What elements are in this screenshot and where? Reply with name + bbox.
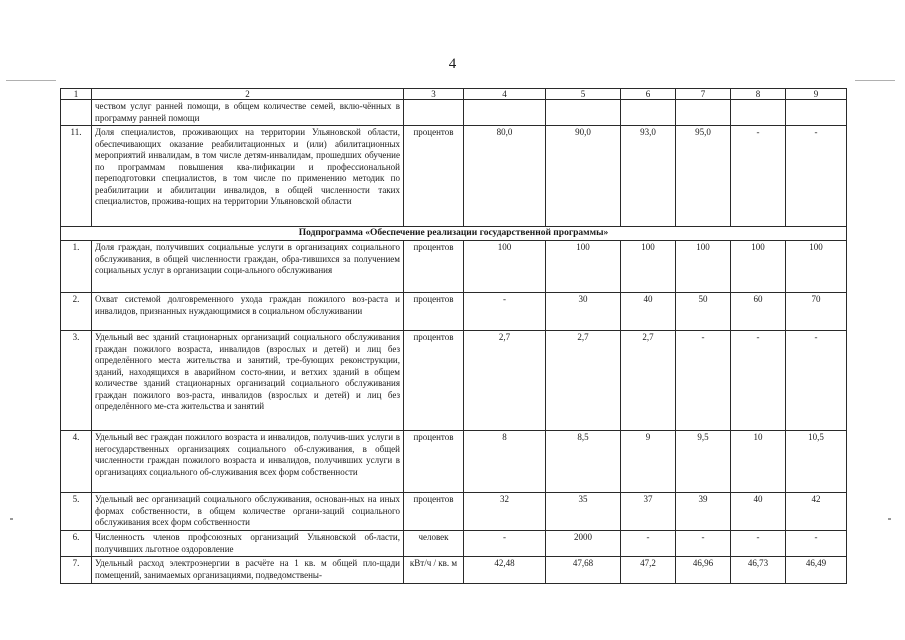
value-cell: 2,7	[621, 331, 676, 431]
value-cell: 30	[546, 293, 621, 331]
value-cell: 100	[731, 241, 786, 293]
value-cell: 46,49	[786, 557, 847, 584]
table-row	[61, 331, 847, 431]
indicator-name: Удельный расход электроэнергии в расчёте на 1 кв. м общей пло-щади помещений, занимаемых организациями, подведомствены-	[92, 557, 404, 584]
indicator-name: Охват системой долговременного ухода граждан пожилого воз-раста и инвалидов, признанных нуждающимися в социальном обслуживании	[92, 293, 404, 331]
column-number: 1	[61, 89, 92, 100]
table-row	[61, 100, 847, 126]
value-cell: 46,73	[731, 557, 786, 584]
table-row	[61, 493, 847, 531]
scan-mark	[855, 80, 895, 81]
row-number: 11.	[61, 126, 92, 227]
indicator-name: Численность членов профсоюзных организаций Ульяновской об-ласти, получивших льготное оздоровление	[92, 531, 404, 557]
table-row	[61, 241, 847, 293]
value-cell: 46,96	[676, 557, 731, 584]
scan-mark	[6, 80, 56, 81]
value-cell: 40	[621, 293, 676, 331]
value-cell: -	[786, 126, 847, 227]
column-number: 9	[786, 89, 847, 100]
indicator-name: Удельный вес организаций социального обслуживания, основан-ных на иных формах собственности, в общем количестве органи-заций социального обслуживания всех форм собственности	[92, 493, 404, 531]
table-row	[61, 531, 847, 557]
indicator-name: Удельный вес граждан пожилого возраста и инвалидов, получив-ших услуги в негосударственных организациях социального об-служивания, в общей численности граждан пожилого возраста и инвалидов, получивших услуги в организациях социального об-служивания всех форм собственности	[92, 431, 404, 493]
value-cell: -	[464, 293, 546, 331]
page-number: 4	[448, 56, 457, 72]
unit-cell: процентов	[404, 431, 464, 493]
row-number: 1.	[61, 241, 92, 293]
value-cell: 39	[676, 493, 731, 531]
indicator-name: Доля специалистов, проживающих на территории Ульяновской области, обеспечивающих оказание реабилитационных и (или) абилитационных мероприятий инвалидам, в том числе детям-инвалидам, прошедших обучение по программам повышения ква-лификации и профессиональной переподготовки специалистов, в том числе по применению методик по реабилитации и абилитации инвалидов, в общей численности таких специалистов, прожива-ющих на территории Ульяновской области	[92, 126, 404, 227]
value-cell: -	[731, 531, 786, 557]
value-cell: 2,7	[464, 331, 546, 431]
value-cell: 100	[464, 241, 546, 293]
indicator-name: Удельный вес зданий стационарных организаций социального обслуживания граждан пожилого возраста, инвалидов (взрослых и детей) и лиц без определённого места жительства и занятий, тре-бующих реконструкции, зданий, находящихся в аварийном состо-янии, и ветхих зданий в общем количестве зданий стационарных организаций социального обслуживания граждан пожилого воз-раста, инвалидов (взрослых и детей) и лиц без определённого ме-ста жительства и занятий	[92, 331, 404, 431]
value-cell: 50	[676, 293, 731, 331]
value-cell: 100	[546, 241, 621, 293]
scan-mark	[888, 518, 891, 520]
row-number: 7.	[61, 557, 92, 584]
unit-cell	[404, 100, 464, 126]
column-numbers-row	[61, 89, 847, 100]
value-cell: -	[786, 531, 847, 557]
value-cell: 47,2	[621, 557, 676, 584]
value-cell: 95,0	[676, 126, 731, 227]
value-cell: 9,5	[676, 431, 731, 493]
indicator-name: чеством услуг ранней помощи, в общем количестве семей, вклю-чённых в программу ранней помощи	[92, 100, 404, 126]
value-cell	[731, 100, 786, 126]
value-cell: 10	[731, 431, 786, 493]
value-cell: -	[731, 331, 786, 431]
unit-cell: процентов	[404, 126, 464, 227]
value-cell: 93,0	[621, 126, 676, 227]
value-cell: 35	[546, 493, 621, 531]
table-row	[61, 557, 847, 584]
row-number: 4.	[61, 431, 92, 493]
unit-cell: процентов	[404, 241, 464, 293]
value-cell: 70	[786, 293, 847, 331]
column-number: 3	[404, 89, 464, 100]
value-cell: 2000	[546, 531, 621, 557]
row-number: 5.	[61, 493, 92, 531]
value-cell: 60	[731, 293, 786, 331]
indicator-table	[60, 88, 847, 584]
value-cell: 9	[621, 431, 676, 493]
unit-cell: человек	[404, 531, 464, 557]
value-cell: -	[676, 331, 731, 431]
row-number: 6.	[61, 531, 92, 557]
value-cell: -	[731, 126, 786, 227]
value-cell: 42,48	[464, 557, 546, 584]
row-number: 3.	[61, 331, 92, 431]
value-cell: 40	[731, 493, 786, 531]
row-number: 2.	[61, 293, 92, 331]
value-cell: 10,5	[786, 431, 847, 493]
value-cell: 42	[786, 493, 847, 531]
scan-mark	[10, 518, 13, 520]
value-cell: 2,7	[546, 331, 621, 431]
unit-cell: кВт/ч / кв. м	[404, 557, 464, 584]
table-row	[61, 293, 847, 331]
value-cell: 8,5	[546, 431, 621, 493]
table-row	[61, 126, 847, 227]
value-cell	[786, 100, 847, 126]
value-cell: 37	[621, 493, 676, 531]
value-cell: -	[464, 531, 546, 557]
column-number: 8	[731, 89, 786, 100]
value-cell: 80,0	[464, 126, 546, 227]
section-title: Подпрограмма «Обеспечение реализации государственной программы»	[61, 227, 847, 241]
column-number: 6	[621, 89, 676, 100]
table-row	[61, 431, 847, 493]
value-cell: -	[786, 331, 847, 431]
value-cell	[676, 100, 731, 126]
value-cell: 90,0	[546, 126, 621, 227]
value-cell: 100	[676, 241, 731, 293]
value-cell: -	[676, 531, 731, 557]
value-cell: 8	[464, 431, 546, 493]
column-number: 2	[92, 89, 404, 100]
indicator-name: Доля граждан, получивших социальные услуги в организациях социального обслуживания, в общей численности граждан, обра-тившихся за получением социальных услуг в организации соци-ального обслуживания	[92, 241, 404, 293]
value-cell	[464, 100, 546, 126]
unit-cell: процентов	[404, 493, 464, 531]
value-cell: 47,68	[546, 557, 621, 584]
column-number: 4	[464, 89, 546, 100]
value-cell: 100	[621, 241, 676, 293]
column-number: 5	[546, 89, 621, 100]
unit-cell: процентов	[404, 331, 464, 431]
unit-cell: процентов	[404, 293, 464, 331]
value-cell: 32	[464, 493, 546, 531]
section-row	[61, 227, 847, 241]
value-cell: -	[621, 531, 676, 557]
value-cell: 100	[786, 241, 847, 293]
column-number: 7	[676, 89, 731, 100]
value-cell	[621, 100, 676, 126]
row-number	[61, 100, 92, 126]
value-cell	[546, 100, 621, 126]
